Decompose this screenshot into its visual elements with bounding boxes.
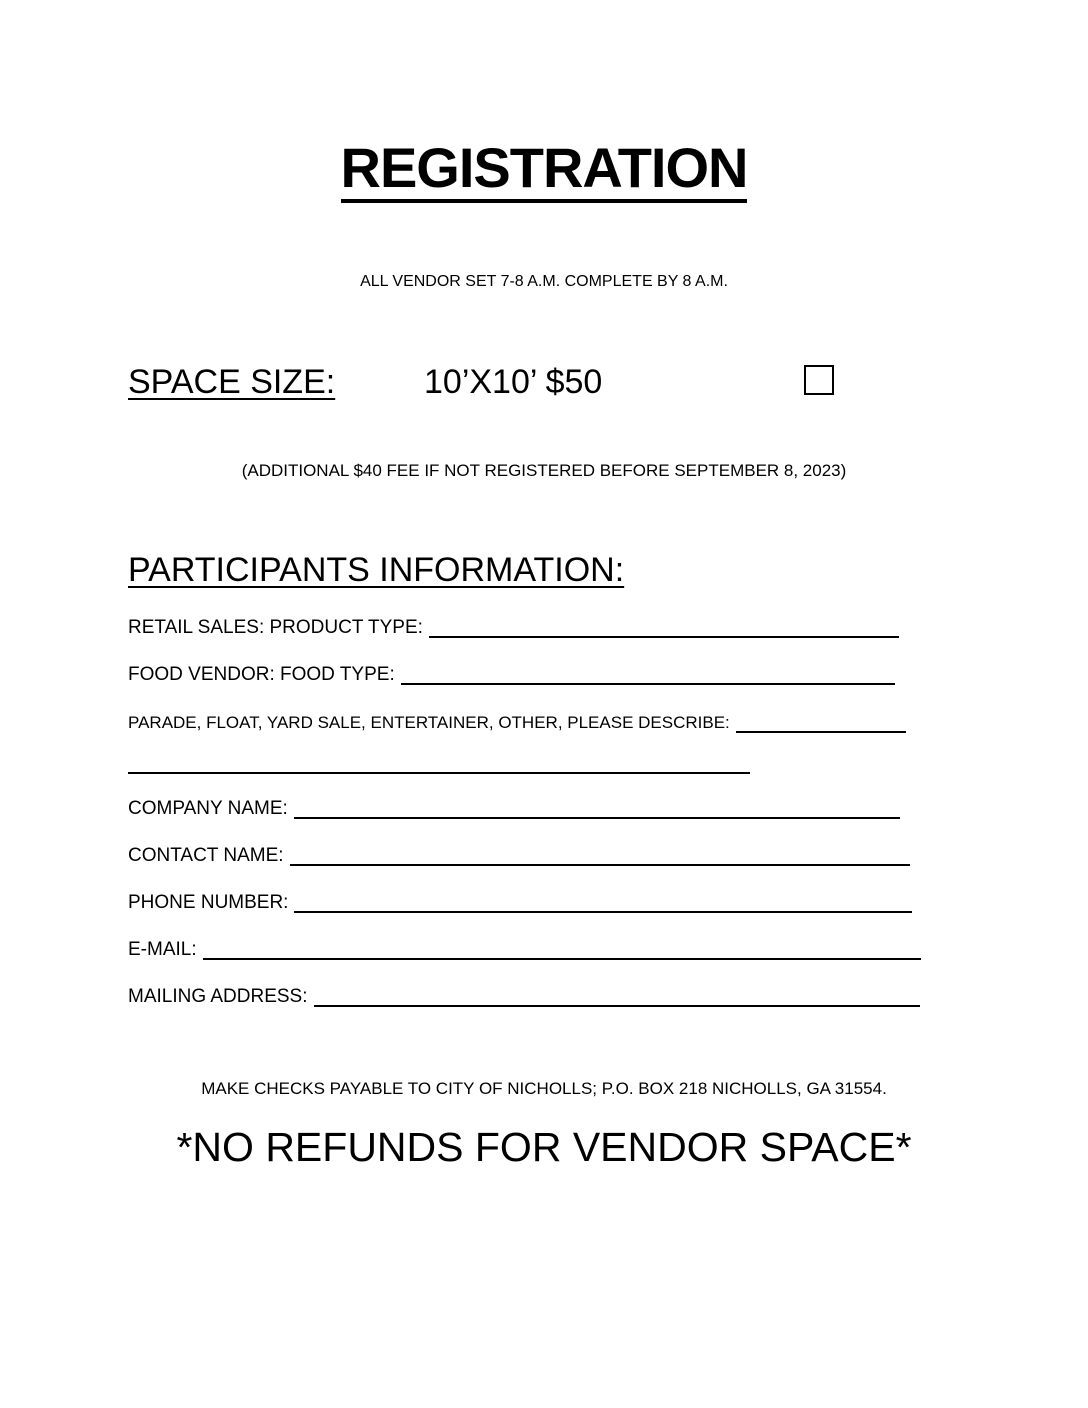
page-title-text: REGISTRATION [341,136,748,203]
retail-sales-field [128,616,899,640]
other-description-label: PARADE, FLOAT, YARD SALE, ENTERTAINER, OTHER, PLEASE DESCRIBE: [128,713,730,732]
mailing-address-field [128,985,920,1009]
participants-heading: PARTICIPANTS INFORMATION: [128,551,625,589]
retail-sales-input[interactable] [429,618,899,638]
checks-payable-note: MAKE CHECKS PAYABLE TO CITY OF NICHOLLS; P.O. BOX 218 NICHOLLS, GA 31554. [201,1079,887,1098]
other-description-continuation-line[interactable] [128,772,750,774]
space-size-label: SPACE SIZE: [128,363,336,401]
phone-number-field [128,891,912,915]
email-label: E-MAIL: [128,939,197,960]
other-description-input[interactable] [736,713,906,733]
food-vendor-label: FOOD VENDOR: FOOD TYPE: [128,664,395,685]
mailing-address-label: MAILING ADDRESS: [128,986,308,1007]
page-title [0,136,1088,200]
phone-number-label: PHONE NUMBER: [128,892,289,913]
no-refunds-note: *NO REFUNDS FOR VENDOR SPACE* [176,1124,912,1170]
space-size-option: 10’X10’ $50 [424,363,603,401]
contact-name-input[interactable] [290,846,910,866]
contact-name-field [128,844,910,868]
company-name-input[interactable] [294,799,900,819]
contact-name-label: CONTACT NAME: [128,845,284,866]
phone-number-input[interactable] [294,893,912,913]
company-name-label: COMPANY NAME: [128,798,288,819]
mailing-address-input[interactable] [314,987,920,1007]
company-name-field [128,797,900,821]
setup-time-note: ALL VENDOR SET 7-8 A.M. COMPLETE BY 8 A.M. [360,273,728,290]
food-vendor-input[interactable] [401,665,895,685]
other-description-field [128,711,906,735]
additional-fee-note: (ADDITIONAL $40 FEE IF NOT REGISTERED BEFORE SEPTEMBER 8, 2023) [241,461,847,480]
email-field [128,938,921,962]
email-input[interactable] [203,940,921,960]
space-size-checkbox[interactable] [804,365,834,395]
food-vendor-field [128,663,895,687]
retail-sales-label: RETAIL SALES: PRODUCT TYPE: [128,617,423,638]
